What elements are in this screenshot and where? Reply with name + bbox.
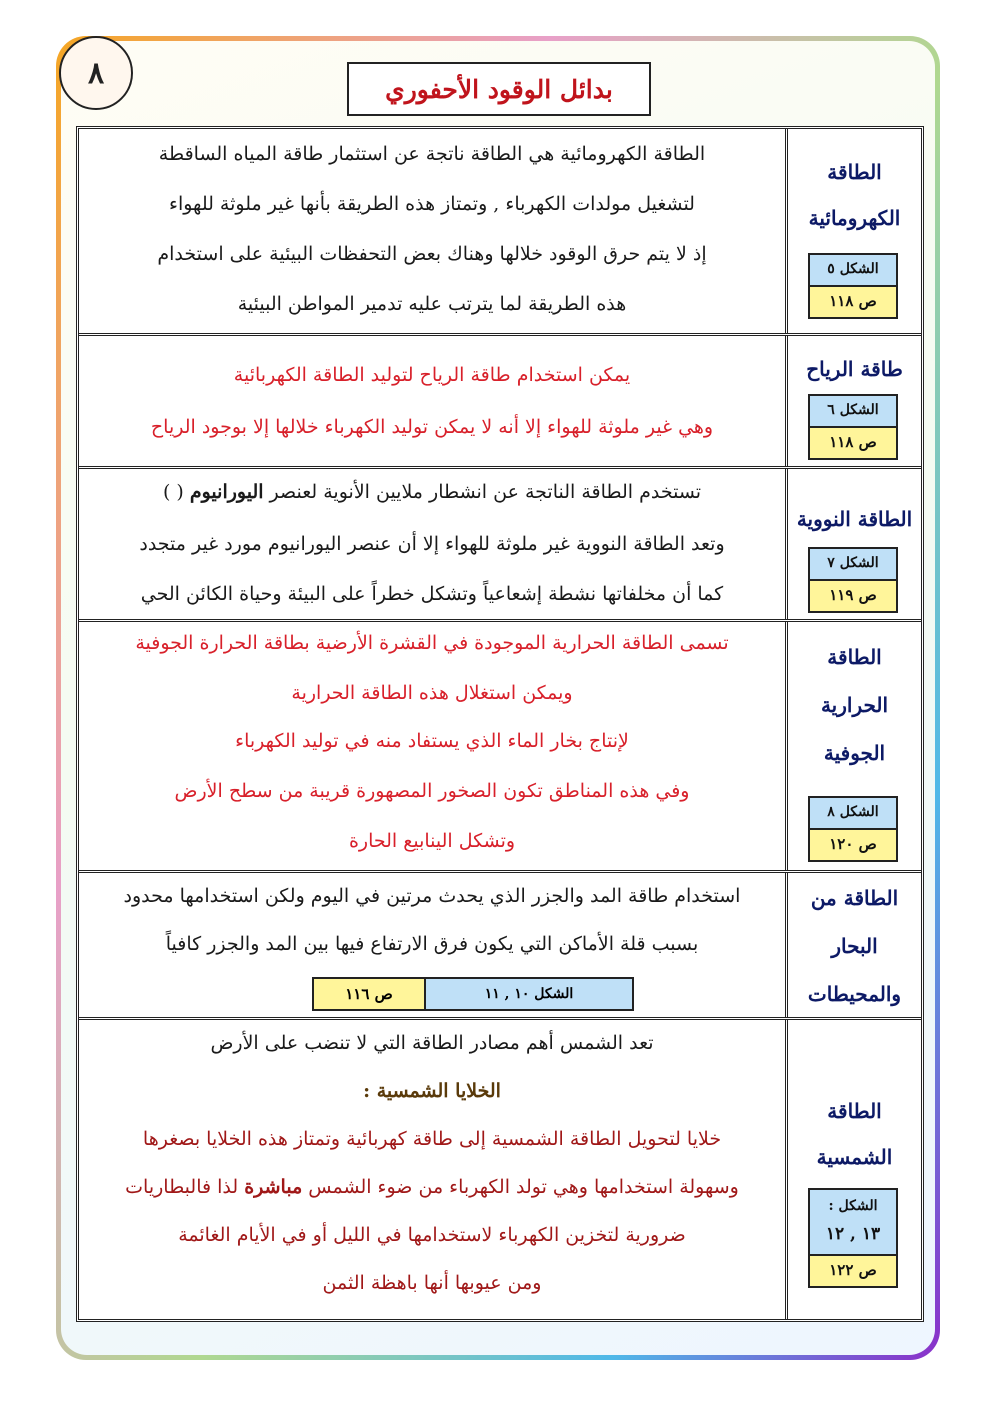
- page-number: ٨: [59, 36, 133, 110]
- uranium-line: تستخدم الطاقة الناتجة عن انشطار ملايين الأنوية لعنصر اليورانيوم ( ): [162, 481, 702, 503]
- figure-reference: الشكل ٨ ص ١٢٠: [808, 796, 898, 862]
- label-hydro: الطاقة الكهرومائية الشكل ٥ ص ١١٨: [785, 129, 921, 333]
- figure-reference: الشكل ٥ ص ١١٨: [808, 253, 898, 319]
- row-geothermal: [79, 622, 921, 873]
- label-wind: طاقة الرياح الشكل ٦ ص ١١٨: [785, 336, 921, 466]
- content-geothermal: تسمى الطاقة الحرارية الموجودة في القشرة الأرضية بطاقة الحرارة الجوفية ويمكن استغلال هذه الطاقة الحرارية لإنتاج بخار الماء الذي يستفاد منه في توليد الكهرباء وفي هذه المناطق تكون الصخور المصهورة قريبة من سطح الأرض وتشكل الينابيع الحارة: [135, 632, 729, 852]
- label-nuclear: الطاقة النووية الشكل ٧ ص ١١٩: [785, 469, 921, 619]
- page-title: بدائل الوقود الأحفوري: [347, 62, 651, 116]
- row-seas: [79, 873, 921, 1020]
- row-solar: [79, 1020, 921, 1319]
- row-hydro: [79, 129, 921, 336]
- label-solar: الطاقة الشمسية الشكل : ١٣ , ١٢ ص ١٢٢: [785, 1020, 921, 1319]
- figure-reference: الشكل ١٠ , ١١ ص ١١٦: [312, 977, 634, 1011]
- label-geothermal: الطاقة الحرارية الجوفية الشكل ٨ ص ١٢٠: [785, 622, 921, 870]
- figure-reference: الشكل : ١٣ , ١٢ ص ١٢٢: [808, 1188, 898, 1288]
- row-nuclear: [79, 469, 921, 622]
- content-nuclear: تستخدم الطاقة الناتجة عن انشطار ملايين الأنوية لعنصر اليورانيوم ( ) وتعد الطاقة النووية غير ملوثة للهواء إلا أن عنصر اليورانيوم مورد غير متجدد كما أن مخلفاتها نشطة إشعاعياً وتشكل خطراً على البيئة وحياة الكائن الحي: [79, 469, 785, 619]
- label-seas: الطاقة من البحار والمحيطات: [785, 873, 921, 1017]
- content-wind: يمكن استخدام طاقة الرياح لتوليد الطاقة الكهربائية وهي غير ملوثة للهواء إلا أنه لا يمكن توليد الكهرباء خلالها إلا بوجود الرياح: [150, 364, 714, 438]
- direct-line: وسهولة استخدامها وهي تولد الكهرباء من ضوء الشمس مباشرة لذا فالبطاريات: [125, 1176, 739, 1198]
- content-solar: تعد الشمس أهم مصادر الطاقة التي لا تنضب على الأرض الخلايا الشمسية : خلايا لتحويل الطاقة الشمسية إلى طاقة كهربائية وتمتاز هذه الخلايا بصغرها وسهولة استخدامها وهي تولد الكهرباء من ضوء الشمس مباشرة لذا فالبطاريات ضرورية لتخزين الكهرباء لاستخدامها في الليل أو في الأيام الغائمة ومن عيوبها أنها باهظة الثمن: [79, 1020, 785, 1319]
- subheading: الخلايا الشمسية :: [363, 1080, 501, 1102]
- row-wind: [79, 336, 921, 469]
- content-hydro: الطاقة الكهرومائية هي الطاقة ناتجة عن استثمار طاقة المياه الساقطة لتشغيل مولدات الكهرباء , وتمتاز هذه الطريقة بأنها غير ملوثة للهواء إذ لا يتم حرق الوقود خلالها وهناك بعض التحفظات البيئية على استخدام هذه الطريقة لما يترتب عليه تدمير المواطن البيئية: [157, 143, 707, 315]
- figure-reference: الشكل ٦ ص ١١٨: [808, 394, 898, 460]
- content-seas: استخدام طاقة المد والجزر الذي يحدث مرتين في اليوم ولكن استخدامها محدود بسبب قلة الأماكن التي يكون فرق الارتفاع فيها بين المد والجزر كافياً الشكل ١٠ , ١١ ص ١١٦: [79, 873, 785, 1017]
- figure-reference: الشكل ٧ ص ١١٩: [808, 547, 898, 613]
- energy-table: [76, 126, 924, 1322]
